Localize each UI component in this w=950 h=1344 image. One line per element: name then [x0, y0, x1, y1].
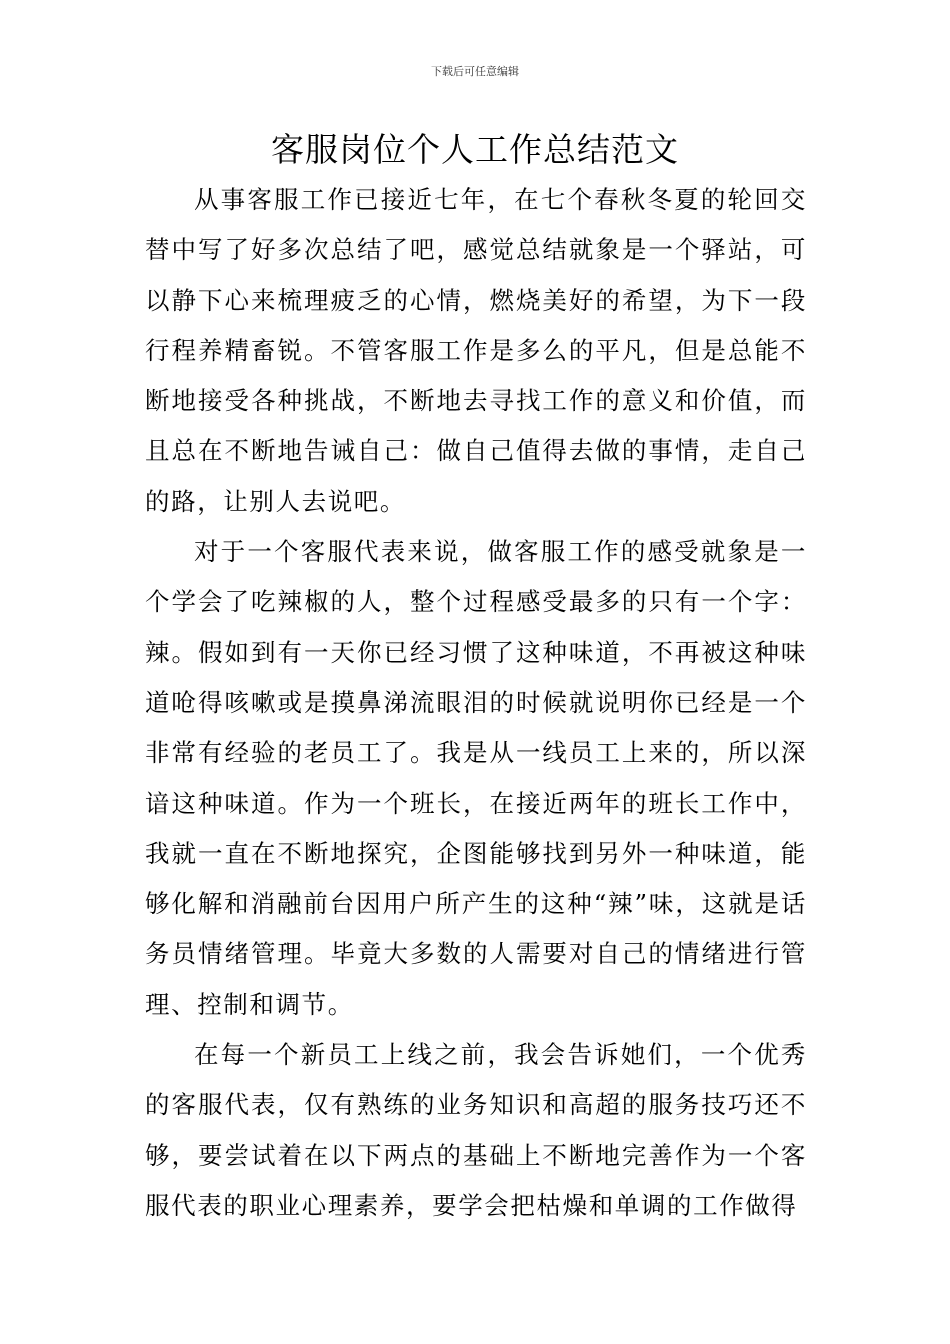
header-note: 下载后可任意编辑	[431, 65, 519, 78]
paragraph-1: 从事客服工作已接近七年，在七个春秋冬夏的轮回交替中写了好多次总结了吧，感觉总结就象是一个驿站，可以静下心来梳理疲乏的心情，燃烧美好的希望，为下一段行程养精畜锐。不管客服工作是多么的平凡，但是总能不断地接受各种挑战，不断地去寻找工作的意义和价值，而且总在不断地告诫自己：做自己值得去做的事情，走自己的路，让别人去说吧。	[145, 185, 807, 516]
document-title: 客服岗位个人工作总结范文	[271, 130, 679, 169]
document-body	[145, 175, 807, 1231]
paragraph-2: 对于一个客服代表来说，做客服工作的感受就象是一个学会了吃辣椒的人，整个过程感受最多的只有一个字：辣。假如到有一天你已经习惯了这种味道，不再被这种味道呛得咳嗽或是摸鼻涕流眼泪的时候就说明你已经是一个非常有经验的老员工了。我是从一线员工上来的，所以深谙这种味道。作为一个班长，在接近两年的班长工作中，我就一直在不断地探究，企图能够找到另外一种味道，能够化解和消融前台因用户所产生的这种“辣”味，这就是话务员情绪管理。毕竟大多数的人需要对自己的情绪进行管理、控制和调节。	[145, 537, 807, 1019]
paragraph-3: 在每一个新员工上线之前，我会告诉她们，一个优秀的客服代表，仅有熟练的业务知识和高超的服务技巧还不够，要尝试着在以下两点的基础上不断地完善作为一个客服代表的职业心理素养，要学会把枯燥和单调的工作做得	[145, 1040, 807, 1220]
